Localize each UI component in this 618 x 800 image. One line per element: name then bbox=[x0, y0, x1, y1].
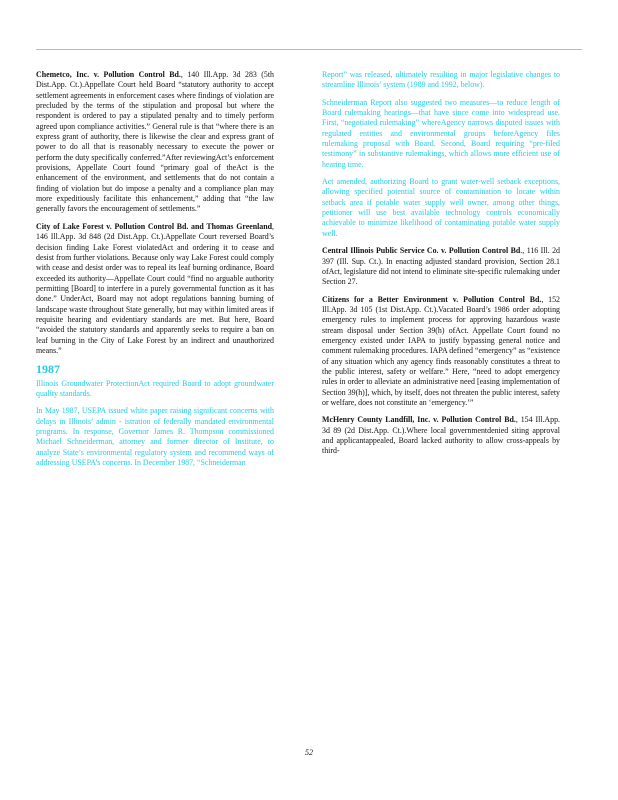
case-summary: , 140 Ill.App. 3d 283 (5th Dist.App. Ct.).Appellate Court held Board “statutory authority to accept settlement agreements in enforcement cases where findings of violation are precluded by the terms of the stipulation and proposal but where the respondent is ordered to pay a stipulated penalty and to timely perform agreed upon compliance activities.” General rule is that “where there is an express grant of authority, there is likewise the clear and express grant of power to do all that is reasonably necessary to execute the power or perform the duty specifically conferred.”After reviewingAct’s enforcement provisions, Appellate Court found “primary goal of theAct is the enhancement of the environment, and settlements that do not contain a finding of violation but do impose a penalty and a compliance plan may more expeditiously facilitate this enhancement,” adding that “the law generally favors the encouragement of settlements.” bbox=[36, 70, 274, 214]
case-summary: , 146 Ill.App. 3d 848 (2d Dist.App. Ct.).Appellate Court reversed Board’s decision finding Lake Forest violatedAct and ordering it to cease and desist from further violations. Because only way Lake Forest could comply with cease and desist order was to repeal its leaf burning ordinance, Board exceeded its authority—Appellate Court could “find no arguable authority permitting [Board] to interfere in a purely governmental function as it has done.” UnderAct, Board may not adopt regulations banning burning of landscape waste throughout State generally, but may within limited areas if requisite hearing and evidentiary standards are met. But here, Board “avoided the statutory standards and apparently seeks to require a ban on leaf burning in the City of Lake Forest by an indirect and unauthorized means.” bbox=[36, 221, 274, 355]
case-summary: ., 116 Ill. 2d 397 (Ill. Sup. Ct.). In enacting adjusted standard provision, Section 28.1 ofAct, legislature did not intend to eliminate site-specific rulemaking under Section 27. bbox=[322, 246, 560, 287]
case-entry-cips bbox=[322, 246, 560, 287]
water-well-paragraph: Act amended, authorizing Board to grant water-well setback exceptions, allowing specified potential source of contamination to locate within setback area if potable water supply well owner, among other things, petitioner will use best available technology controls economically achievable to minimize likelihood of contaminating potable water supply well. bbox=[322, 177, 560, 238]
right-column bbox=[322, 70, 560, 464]
case-entry-lake-forest bbox=[36, 222, 274, 356]
case-entry-citizens bbox=[322, 295, 560, 409]
case-summary: , 152 Ill.App. 3d 105 (1st Dist.App. Ct.).Vacated Board’s 1986 order adopting emergency rules to implement process for approving hazardous waste stream disposal under Section 39(h) ofAct. Appellate Court found no emergency existed under IAPA to justify bypassing general notice and comment rulemaking procedures. IAPA defined “emergency” as “existence of any situation which any agency finds reasonably constitutes a threat to the public interest, safety or welfare.” Here, “need to adopt emergency rules in order to alleviate an administrative need [easing implementation of Section 39(h)], which, by itself, does not threaten the public interest, safety or welfare, does not constitute an ‘emergency.’” bbox=[322, 294, 560, 407]
case-entry-mchenry bbox=[322, 415, 560, 456]
case-title: City of Lake Forest v. Pollution Control Bd. and Thomas Greenland bbox=[36, 221, 273, 231]
case-summary: , 154 Ill.App. 3d 89 (2d Dist.App. Ct.).Where local governmentdenied siting approval and applicantappealed, Board lacked authority to allow cross-appeals by third- bbox=[322, 415, 560, 456]
case-title: McHenry County Landfill, Inc. v. Pollution Control Bd. bbox=[322, 415, 516, 425]
schneiderman-report-paragraph: Report” was released, ultimately resulting in major legislative changes to streamline Illinois’ system (1989 and 1992, below). bbox=[322, 70, 560, 90]
case-entry-chemetco bbox=[36, 70, 274, 215]
case-title: Central Illinois Public Service Co. v. Pollution Control Bd bbox=[322, 246, 521, 256]
left-column bbox=[36, 70, 274, 475]
page-number: 52 bbox=[305, 748, 313, 757]
rulemaking-measures-paragraph: Schneiderman Report also suggested two measures—to reduce length of Board rulemaking hearings—that have since come into widespread use. First, “negotiated rulemaking” whereAgency narrows disputed issues with regulated entities and environmental groups beforeAgency files rulemaking proposal with Board. Second, Board requiring “pre-filed testimony” in substantive rulemakings, which allows more efficient use of hearing time. bbox=[322, 97, 560, 169]
year-heading: 1987 bbox=[36, 362, 60, 377]
case-title: Citizens for a Better Environment v. Pollution Control Bd. bbox=[322, 294, 542, 304]
groundwater-paragraph: Illinois Groundwater ProtectionAct required Board to adopt groundwater quality standards. bbox=[36, 378, 274, 398]
header-rule bbox=[36, 49, 582, 50]
usepa-paragraph: In May 1987, USEPA issued white paper raising significant concerns with delays in Illinois’ admin - istration of federally mandated environmental programs. In response, Governor James R. Thompson commissioned Michael Schneiderman, attorney and former director of Institute, to analyze State’s environmental regulatory system and recommend ways of addressing USEPA’s concerns. In December 1987, “Schneiderman bbox=[36, 406, 274, 468]
case-title: Chemetco, Inc. v. Pollution Control Bd. bbox=[36, 70, 181, 79]
